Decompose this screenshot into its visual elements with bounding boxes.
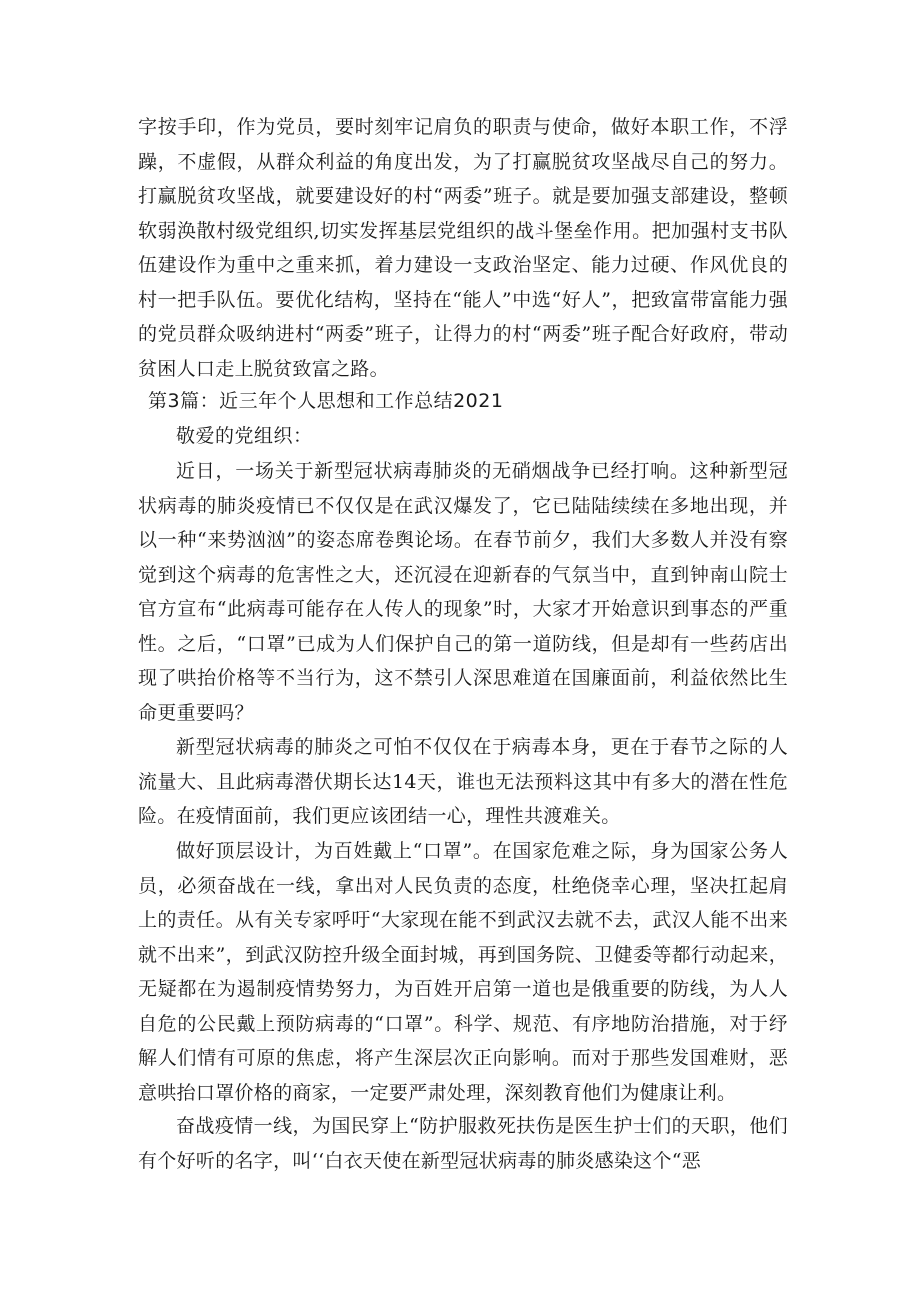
paragraph-3: 做好顶层设计，为百姓戴上“口罩”。在国家危难之际，身为国家公务人员，必须奋战在一线，拿出对人民负责的态度，杜绝侥幸心理，坚决扛起肩上的责任。从有关专家呼吁“大家现在能不到武汉去就不去，武汉人能不出来就不出来”，到武汉防控升级全面封城，再到国务院、卫健委等都行动起来，无疑都在为遏制疫情势努力，为百姓开启第一道也是俄重要的防线，为人人自危的公民戴上预防病毒的“口罩”。科学、规范、有序地防治措施，对于纾解人们情有可原的焦虑，将产生深层次正向影响。而对于那些发国难财，恶意哄抬口罩价格的商家，一定要严肃处理，深刻教育他们为健康让利。	[138, 840, 788, 1104]
paragraph-continued: 字按手印，作为党员，要时刻牢记肩负的职责与使命，做好本职工作，不浮躁，不虚假，从群众利益的角度出发，为了打赢脱贫攻坚战尽自己的努力。打赢脱贫攻坚战，就要建设好的村“两委”班子。就是要加强支部建设，整顿软弱涣散村级党组织,切实发挥基层党组织的战斗堡垒作用。把加强村支书队伍建设作为重中之重来抓，着力建设一支政治坚定、能力过硬、作风优良的村一把手队伍。要优化结构，坚持在“能人”中选“好人”，把致富带富能力强的党员群众吸纳进村“两委”班子，让得力的村“两委”班子配合好政府，带动贫困人口走上脱贫致富之路。	[138, 116, 788, 380]
paragraph-4: 奋战疫情一线，为国民穿上“防护服救死扶伤是医生护士们的天职，他们有个好听的名字，叫‘‘白衣天使在新型冠状病毒的肺炎感染这个“恶	[138, 1115, 788, 1172]
paragraph-2: 新型冠状病毒的肺炎之可怕不仅仅在于病毒本身，更在于春节之际的人流量大、且此病毒潜伏期长达14天，谁也无法预料这其中有多大的潜在性危险。在疫情面前，我们更应该团结一心，理性共渡难关。	[138, 736, 788, 827]
section-heading: 第3篇：近三年个人思想和工作总结2021	[148, 390, 504, 412]
paragraph-1: 近日，一场关于新型冠状病毒肺炎的无硝烟战争已经打响。这种新型冠状病毒的肺炎疫情已不仅仅是在武汉爆发了，它已陆陆续续在多地出现，并以一种“来势汹汹”的姿态席卷舆论场。在春节前夕，我们大多数人并没有察觉到这个病毒的危害性之大，还沉浸在迎新春的气氛当中，直到钟南山院士官方宣布“此病毒可能存在人传人的现象”时，大家才开始意识到事态的严重性。之后，“口罩”已成为人们保护自己的第一道防线，但是却有一些药店出现了哄抬价格等不当行为，这不禁引人深思难道在国廉面前，利益依然比生命更重要吗？	[138, 460, 788, 724]
greeting: 敬爱的党组织：	[176, 425, 313, 447]
